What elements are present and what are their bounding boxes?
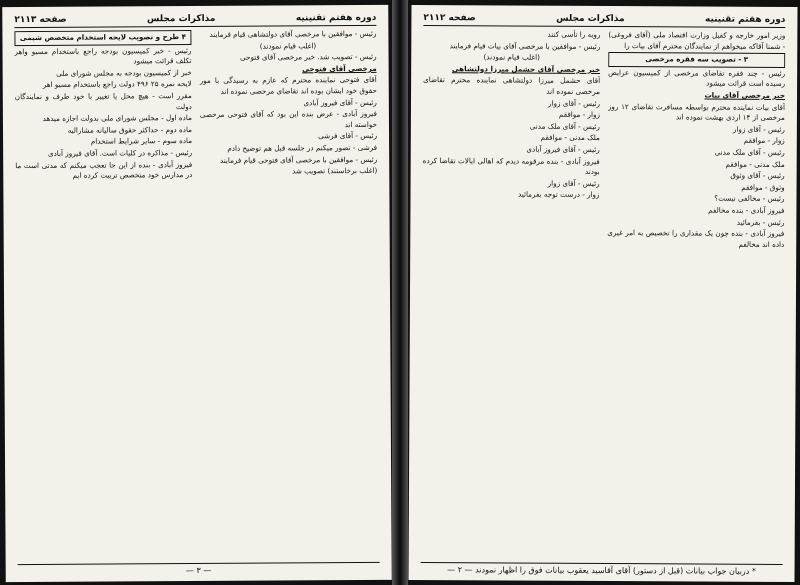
- paragraph: رئیس - موافقین با مرخصی آقای بیات قیام فرمایند: [449, 40, 601, 51]
- paragraph: (اغلب برخاستند) تصویب شد: [292, 166, 378, 176]
- paragraph: خبر از کمیسیون بودجه به مجلس شورای ملی: [56, 67, 192, 78]
- paragraph: فیروز آبادی - عرض بنده این بود که آقای فتوحی مرخصی خواسته اند: [199, 109, 377, 129]
- paragraph: فیروز آبادی - بنده مخالفم: [708, 205, 785, 215]
- left-page: [2, 5, 392, 582]
- paragraph: لایحه نمره ۲۵ ۴۹۶ دولت راجع باستخدام مسیو اهر: [42, 79, 192, 90]
- left-title: مذاکرات مجلس: [146, 13, 216, 25]
- paragraph: رئیس - تصویب شد. خبر مرخصی آقای فتوحی: [239, 52, 377, 62]
- footnote-text: * دربیان جواب بیانات (قبل از دستور) آقای آقاسید یعقوب بیانات فوق را اظهار نمودند: [475, 565, 756, 576]
- right-columns: [421, 29, 786, 556]
- paragraph: (اغلب قیام نمودند): [259, 40, 317, 51]
- left-col-right: [199, 29, 379, 555]
- paragraph: وثوق - موافقم: [741, 182, 785, 192]
- paragraph: ماده دوم - حداکثر حقوق سالیانه مشارالیه: [67, 124, 193, 135]
- paragraph: رئیس - آقای زوار: [732, 124, 785, 134]
- book-gutter: [392, 0, 408, 585]
- left-col-left: [14, 30, 194, 556]
- left-page-header: [14, 13, 376, 28]
- paragraph: رئیس - چند فقره تقاضای مرخصی از کمیسیون عرایض رسیده است قرائت میشود: [608, 67, 786, 89]
- section-heading: مرخصی آقای فتوحی: [302, 63, 377, 74]
- paragraph: فرشی - تصور میکنم در جلسه قبل هم توضیح دادم: [227, 142, 378, 153]
- paragraph: ملک مدنی - موافقم: [725, 159, 785, 169]
- paragraph: ماده سوم - سایر شرایط استخدام: [90, 136, 193, 146]
- right-page: [408, 5, 797, 582]
- right-title: مذاکرات مجلس: [556, 13, 625, 25]
- right-page-number: صفحه ۲۱۱۲: [423, 13, 476, 24]
- paragraph: زوار - موافقم: [743, 136, 785, 146]
- paragraph: رئیس - آقای فیروز آبادی: [526, 144, 600, 154]
- paragraph: رئیس - آقای فرشی: [318, 131, 378, 141]
- paragraph: رویه را تأسی کنند: [547, 29, 601, 39]
- paragraph: رئیس - مذاکره در کلیات است. آقای فیروز آبادی: [47, 147, 193, 158]
- right-page-folio: — ۲ —: [447, 565, 473, 575]
- paragraph: آقای فتوحی نماینده محترم که عازم به رسیدگی با مور حقوق خود ایشان بوده اند تقاضای مرخصی نموده اند: [199, 75, 377, 96]
- left-columns: [14, 29, 379, 556]
- paragraph: فیروز آبادی - بنده چون یک مقداری را تخصیص به امر غیری داده اند مخالفم: [607, 228, 785, 249]
- paragraph: زوار - موافقم: [558, 109, 600, 120]
- paragraph: فیروز آبادی - بنده مرقومه دیدم که اهالی ایالات تقاضا کرده بودند: [422, 155, 600, 177]
- right-col-right: [606, 30, 786, 556]
- paragraph: مقرر است - هیچ محل یا تغییر با خود طرف و نمایندگان دولت: [14, 90, 192, 111]
- paragraph: (اغلب قیام نمودند): [483, 52, 540, 62]
- right-col-left: [421, 29, 601, 555]
- paragraph: زوار - درست توجه بفرمائید: [517, 189, 600, 200]
- paragraph: رئیس - آقای وثوق: [730, 170, 785, 181]
- right-page-header: [423, 13, 785, 28]
- paragraph: ملک مدنی - موافقم: [540, 133, 600, 143]
- paragraph: رئیس - آقای ملک مدنی: [714, 147, 785, 157]
- section-heading: خبر مرخصی آقای حشمل میرزا دولتشاهی: [451, 63, 601, 74]
- right-session: دوره هفتم تقنینیه: [704, 14, 786, 25]
- paragraph: وزیر امور خارجه و کفیل وزارت اقتصاد ملی (آقای فروغی) - شمنا آقاکه میخواهم از نمایندگان محترم آقای بیات را: [608, 30, 786, 51]
- paragraph: رئیس - موافقین با مرخصی آقای دولتشاهی قیام فرمایند: [209, 28, 377, 39]
- paragraph: رئیس - موافقین با مرخصی آقای فتوحی قیام فرمایند: [219, 154, 378, 165]
- paragraph: آقای حشمل میرزا دولتشاهی نماینده محترم تقاضای مرخصی نموده اند: [423, 75, 601, 96]
- paragraph: رئیس - آقای زوار: [547, 178, 600, 188]
- paragraph: رئیس - مخالفی نیست؟: [714, 193, 785, 204]
- left-page-number: صفحه ۲۱۱۳: [14, 14, 67, 26]
- right-page-footnote: [421, 562, 783, 576]
- paragraph: رئیس - آقای ملک مدنی: [529, 121, 600, 131]
- paragraph: ماده اول - مجلس شورای ملی بدولت اجازه میدهد: [42, 113, 192, 124]
- section-heading-box: ۴ طرح و تصویب لایحه استخدام متخصص شیمی: [14, 30, 191, 46]
- paragraph: رئیس - خبر کمیسیون بودجه راجع باستخدام مسیو واهر تکلف قرائت میشود: [14, 45, 192, 66]
- paragraph: رئیس - آقای زوار: [548, 98, 601, 108]
- left-page-folio: — ۳ —: [18, 562, 380, 576]
- section-heading: خبر مرخصی آقای بیات: [704, 90, 786, 100]
- paragraph: آقای بیات نماینده محترم بواسطه مسافرت تقاضای ۱۲ روز مرخصی از ۱۴ اردی بهشت نموده اند: [607, 101, 786, 123]
- paragraph: رئیس - بفرمائید: [736, 217, 785, 227]
- section-heading-box: ۳ - تصویب سه فقره مرخصی: [608, 52, 785, 68]
- left-session: دوره هفتم تقنینیه: [295, 12, 377, 24]
- paragraph: رئیس - آقای فیروز آبادی: [303, 97, 377, 107]
- paragraph: فیروز آبادی - بنده از این جا تعجب میکنم که مدتی است ما در مدارس خود متخصص تربیت کرده ایم: [15, 159, 193, 180]
